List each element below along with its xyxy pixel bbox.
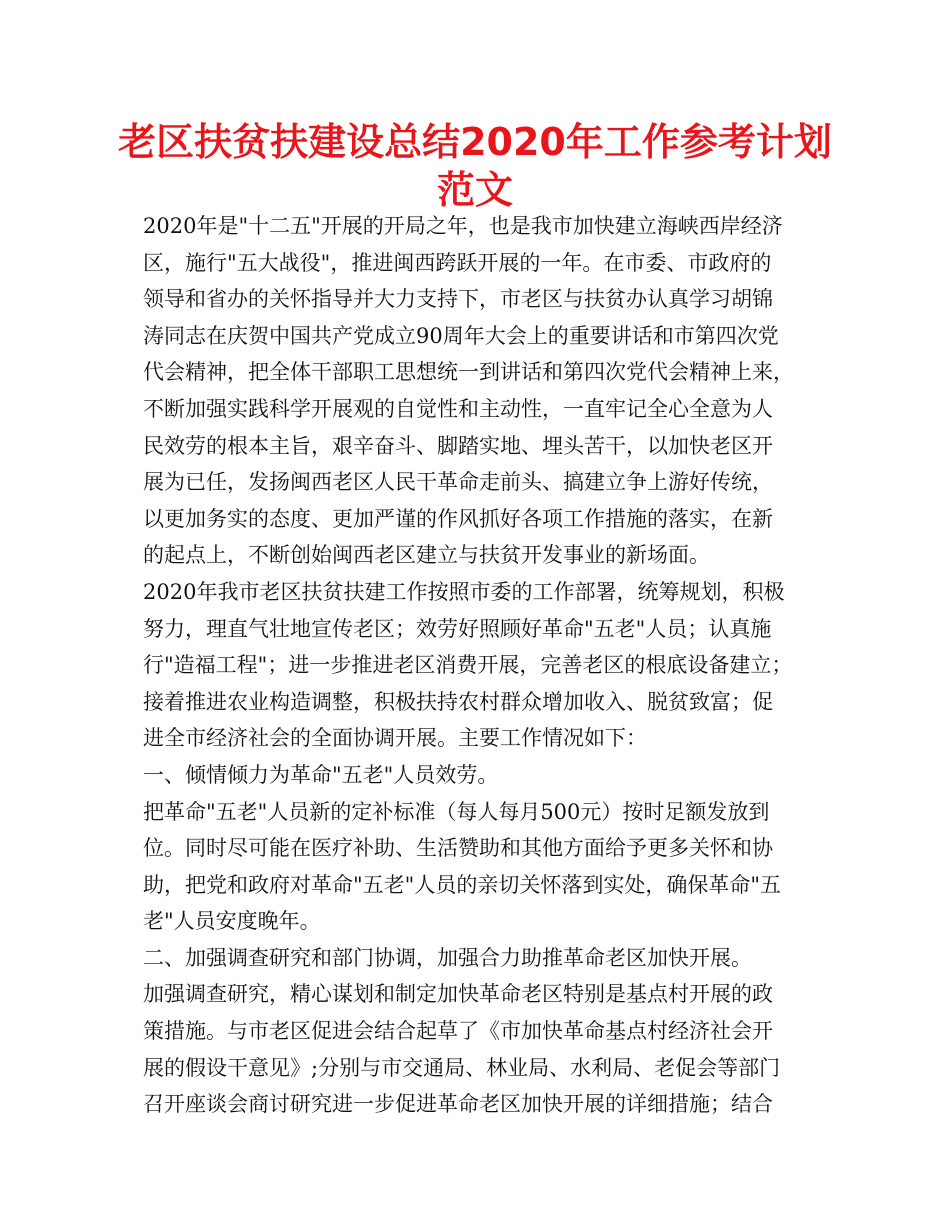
body-line: 展的假设干意见》;分别与市交通局、林业局、水利局、老促会等部门 [143,1055,781,1080]
body-line: 的起点上，不断创始闽西老区建立与扶贫开发事业的新场面。 [143,543,710,568]
title-line-2: 范文 [436,168,513,212]
body-line: 接着推进农业构造调整，积极扶持农村群众增加收入、脱贫致富；促 [143,689,773,714]
body-line: 以更加务实的态度、更加严谨的作风抓好各项工作措施的落实，在新 [143,506,773,531]
title-line-1: 老区扶贫扶建设总结2020年工作参考计划 [118,120,832,164]
body-line: 2020年我市老区扶贫扶建工作按照市委的工作部署，统筹规划，积极 [143,579,785,604]
body-line: 把革命"五老"人员新的定补标准（每人每月500元）按时足额发放到 [143,799,770,824]
body-line: 代会精神，把全体干部职工思想统一到讲话和第四次党代会精神上来， [143,360,794,385]
body-line: 进全市经济社会的全面协调开展。主要工作情况如下： [143,726,647,751]
document-body [143,208,833,1123]
body-line: 助，把党和政府对革命"五老"人员的亲切关怀落到实处，确保革命"五 [143,872,781,897]
body-line: 加强调查研究，精心谋划和制定加快革命老区特别是基点村开展的政 [143,982,773,1007]
body-line: 涛同志在庆贺中国共产党成立90周年大会上的重要讲话和市第四次党 [143,323,779,348]
body-line: 老"人员安度晚年。 [143,909,321,934]
document-title [0,118,950,214]
body-line: 努力，理直气壮地宣传老区；效劳好照顾好革命"五老"人员；认真施 [143,616,772,641]
section-heading: 二、加强调查研究和部门协调，加强合力助推革命老区加快开展。 [143,945,752,970]
body-line: 2020年是"十二五"开展的开局之年，也是我市加快建立海峡西岸经济 [143,214,783,238]
body-line: 位。同时尽可能在医疗补助、生活赞助和其他方面给予更多关怀和协 [143,836,773,861]
section-heading: 一、倾情倾力为革命"五老"人员效劳。 [143,762,499,787]
body-line: 不断加强实践科学开展观的自觉性和主动性，一直牢记全心全意为人 [143,396,773,421]
body-line: 领导和省办的关怀指导并大力支持下，市老区与扶贫办认真学习胡锦 [143,287,773,312]
body-line: 民效劳的根本主旨，艰辛奋斗、脚踏实地、埋头苦干，以加快老区开 [143,433,773,458]
body-line: 区，施行"五大战役"，推进闽西跨跃开展的一年。在市委、市政府的 [143,250,772,275]
body-line: 召开座谈会商讨研究进一步促进革命老区加快开展的详细措施；结合 [143,1092,773,1117]
body-line: 行"造福工程"；进一步推进老区消费开展，完善老区的根底设备建立； [143,653,793,678]
body-line: 策措施。与市老区促进会结合起草了《市加快革命基点村经济社会开 [143,1019,773,1044]
body-line: 展为已任，发扬闽西老区人民干革命走前头、搞建立争上游好传统， [143,470,773,495]
